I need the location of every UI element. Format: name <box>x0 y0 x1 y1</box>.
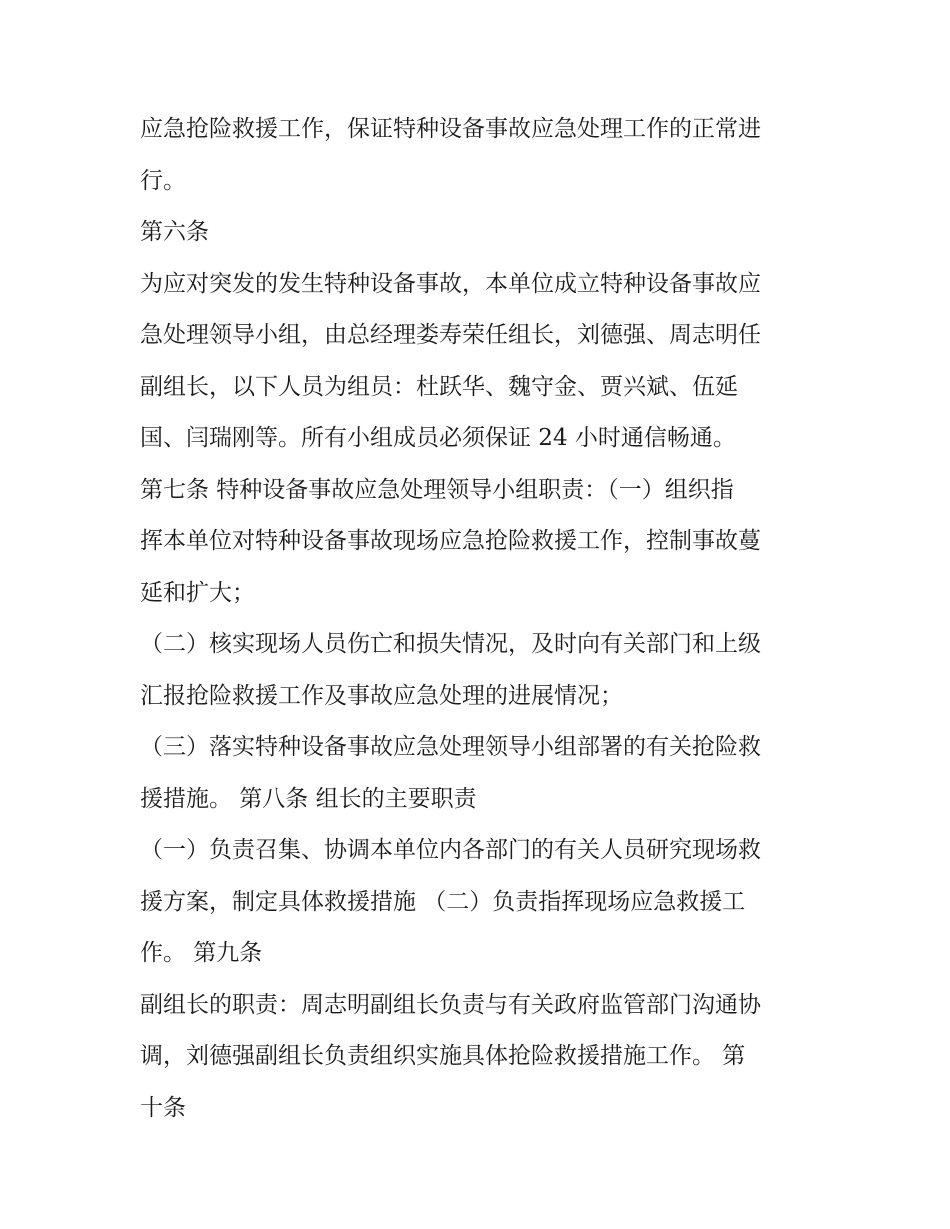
text-line: 汇报抢险救援工作及事故应急处理的进展情况； <box>140 682 623 709</box>
text-line: 国、闫瑞刚等。所有小组成员必须保证 24 小时通信畅通。 <box>140 425 736 451</box>
article-heading: 第六条 <box>140 219 209 245</box>
text-line: 作。 第九条 <box>140 940 263 966</box>
text-line: 援措施。 第八条 组长的主要职责 <box>140 785 477 812</box>
text-line: （一）负责召集、协调本单位内各部门的有关人员研究现场救 <box>140 837 761 863</box>
text-line: 调，刘德强副组长负责组织实施具体抢险救援措施工作。 第 <box>140 1043 746 1069</box>
text-line: 十条 <box>140 1094 186 1121</box>
document-body <box>140 104 820 1134</box>
text-line: 应急抢险救援工作，保证特种设备事故应急处理工作的正常进 <box>140 116 761 142</box>
text-line: （三）落实特种设备事故应急处理领导小组部署的有关抢险救 <box>140 734 761 760</box>
text-line: （二）核实现场人员伤亡和损失情况，及时向有关部门和上级 <box>140 631 761 657</box>
text-line: 副组长的职责：周志明副组长负责与有关政府监管部门沟通协 <box>140 991 761 1018</box>
text-line: 行。 <box>140 167 186 194</box>
text-line: 副组长，以下人员为组员：杜跃华、魏守金、贾兴斌、伍延 <box>140 373 738 400</box>
text-line: 为应对突发的发生特种设备事故，本单位成立特种设备事故应 <box>140 270 761 297</box>
text-line: 挥本单位对特种设备事故现场应急抢险救援工作，控制事故蔓 <box>140 528 761 554</box>
text-line: 延和扩大； <box>140 579 255 606</box>
text-line: 援方案，制定具体救援措施 （二）负责指挥现场应急救援工 <box>140 888 746 915</box>
text-line: 急处理领导小组，由总经理娄寿荣任组长，刘德强、周志明任 <box>140 322 761 348</box>
text-line: 第七条 特种设备事故应急处理领导小组职责：（一）组织指 <box>140 476 734 503</box>
